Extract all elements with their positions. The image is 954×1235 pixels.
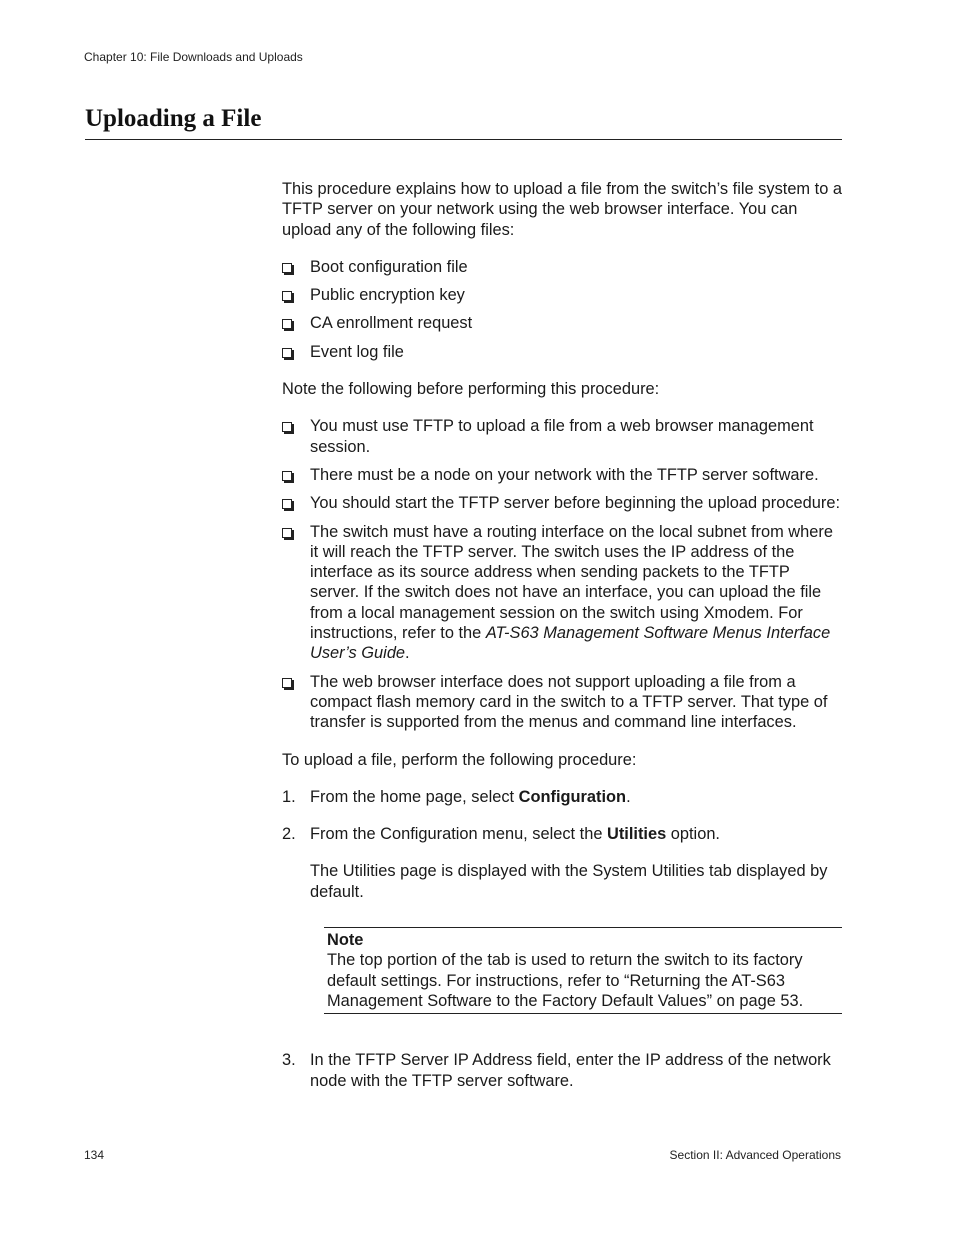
prerequisite-list (282, 416, 842, 732)
note-title: Note (327, 931, 364, 950)
ui-term: Utilities (607, 825, 667, 844)
notes-intro: Note the following before performing this procedure: (282, 380, 660, 399)
list-item: Public encryption key (282, 285, 842, 305)
checkbox-bullet-icon (282, 319, 292, 329)
step-number: 2. (282, 825, 296, 844)
procedure-steps (282, 787, 842, 902)
checkbox-bullet-icon (282, 528, 292, 538)
body-column (282, 179, 842, 1091)
intro-paragraph: This procedure explains how to upload a file from the switch’s file system to a TFTP server on your network using the web browser interface. You can upload any of the following files: (282, 180, 842, 239)
list-item: The switch must have a routing interface on the local subnet from where it will reach the TFTP server. The switch uses the IP address of the interface as its source address when sending packets to the TFTP server. If the switch does not have an interface, you can upload the file from a local management session on the switch using Xmodem. For instructions, refer to the AT-S63 Management Software Menus Interface User’s Guide. (282, 522, 842, 664)
step-number: 1. (282, 787, 296, 806)
page-number: 134 (84, 1148, 105, 1162)
list-item: There must be a node on your network with the TFTP server software. (282, 465, 842, 485)
list-item: Event log file (282, 342, 842, 362)
checkbox-bullet-icon (282, 291, 292, 301)
step-item: 2. From the Configuration menu, select the Utilities option. The Utilities page is displayed with the System Utilities tab displayed by default. (282, 824, 842, 902)
list-item: CA enrollment request (282, 313, 842, 333)
note-box (324, 927, 842, 1014)
procedure-steps-continued (282, 1050, 842, 1091)
checkbox-bullet-icon (282, 471, 292, 481)
procedure-intro: To upload a file, perform the following procedure: (282, 750, 637, 769)
checkbox-bullet-icon (282, 499, 292, 509)
step-item: 1. From the home page, select Configuration. (282, 787, 631, 806)
file-type-list (282, 257, 842, 362)
footer-section: Section II: Advanced Operations (669, 1148, 841, 1162)
step-detail: The Utilities page is displayed with the System Utilities tab displayed by default. (310, 862, 828, 901)
list-item: You must use TFTP to upload a file from a web browser management session. (282, 416, 842, 457)
running-header: Chapter 10: File Downloads and Uploads (84, 50, 303, 64)
page-title: Uploading a File (85, 105, 262, 132)
step-number: 3. (282, 1051, 296, 1070)
list-item: You should start the TFTP server before beginning the upload procedure: (282, 493, 842, 513)
checkbox-bullet-icon (282, 678, 292, 688)
title-rule (85, 139, 842, 140)
list-item: Boot configuration file (282, 257, 842, 277)
checkbox-bullet-icon (282, 422, 292, 432)
checkbox-bullet-icon (282, 263, 292, 273)
step-item: 3. In the TFTP Server IP Address field, enter the IP address of the network node with the TFTP server software. (282, 1051, 831, 1090)
list-item: The web browser interface does not support uploading a file from a compact flash memory card in the switch to a TFTP server. That type of transfer is supported from the menus and command line interfaces. (282, 672, 842, 733)
note-text: The top portion of the tab is used to return the switch to its factory default settings. For instructions, refer to “Returning the AT-S63 Management Software to the Factory Default Values” on page 53. (327, 951, 804, 1010)
guide-reference: AT-S63 Management Software Menus Interface User’s Guide (310, 624, 831, 663)
ui-term: Configuration (518, 787, 627, 806)
checkbox-bullet-icon (282, 348, 292, 358)
